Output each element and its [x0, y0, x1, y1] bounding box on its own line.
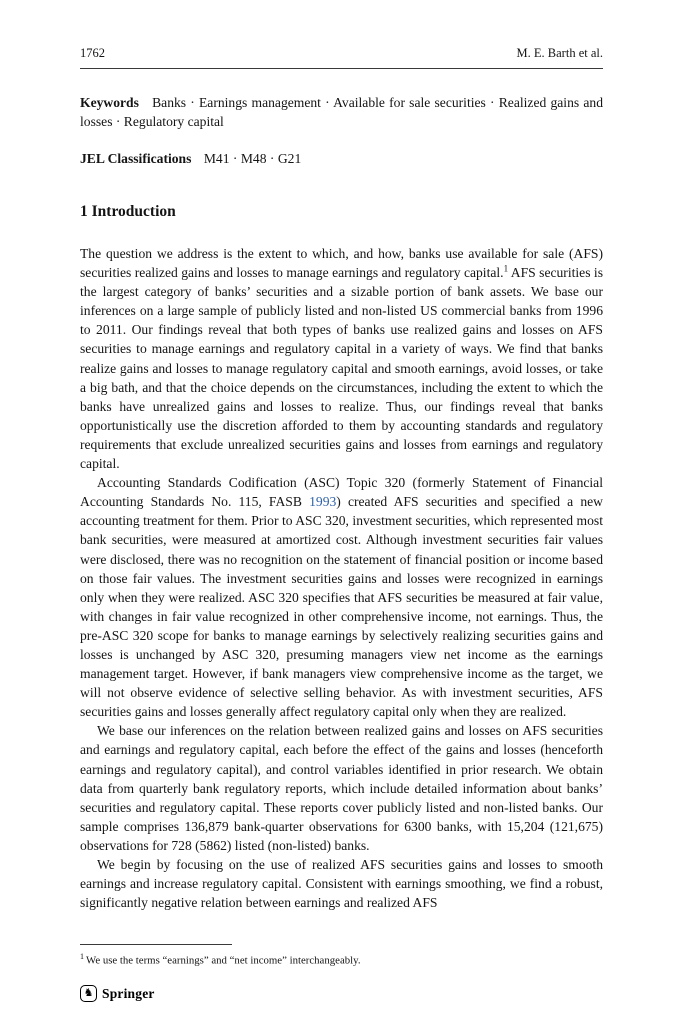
footnote-divider	[80, 944, 232, 945]
paragraph-text: Accounting Standards Codification (ASC) Topic 320 (formerly Statement of Financial Accounting Standards No. 115, FASB	[80, 475, 603, 510]
paragraph-text: AFS securities is the largest category of banks’ securities and a sizable portion of bank assets. We base our inferences on a large sample of publicly listed and non-listed US commercial banks from 1996 to 2011. Our findings reveal that both types of banks use realized gains and losses on AFS securities to manage earnings and regulatory capital in a variety of ways. We find that banks realize gains and losses to manage regulatory capital and smooth earnings, avoid losses, or take a big bath, and that the choice depends on the circumstances, including the extent to which the banks have unrealized gains and losses to realize. Thus, our findings reveal that banks opportunistically use the discretion afforded to them by accounting standards and regulatory requirements that exclude unrealized securities gains and losses from earnings and regulatory capital.	[80, 265, 603, 472]
page-header	[80, 46, 603, 69]
paragraph-text: We base our inferences on the relation between realized gains and losses on AFS securities and earnings and regulatory capital, each before the effect of the gains and losses (henceforth earnings and regulatory capital), and control variables identified in prior research. We obtain data from quarterly bank regulatory reports, which include detailed information about banks’ securities and regulatory capital. These reports cover publicly listed and non-listed banks. Our sample comprises 136,879 bank-quarter observations for 6300 banks, with 15,204 (121,675) observations for 728 (5862) listed (non-listed) banks.	[80, 723, 603, 853]
footnote-marker: 1	[80, 952, 84, 961]
publisher-logo	[80, 985, 155, 1002]
page-number: 1762	[80, 46, 105, 60]
paragraph-text: We begin by focusing on the use of realized AFS securities gains and losses to smooth earnings and increase regulatory capital. Consistent with earnings smoothing, we find a robust, significantly negative relation between earnings and realized AFS	[80, 857, 603, 911]
footnote	[80, 950, 603, 968]
paragraph	[80, 855, 603, 912]
jel-text: M41 · M48 · G21	[203, 151, 302, 166]
paragraph-text: The question we address is the extent to which, and how, banks use available for sale (AFS) securities realized gains and losses to manage earnings and regulatory capital.	[80, 246, 603, 281]
footnote-marker-ref: 1	[503, 263, 509, 274]
footnote-area	[80, 944, 603, 968]
running-head: M. E. Barth et al.	[516, 46, 603, 60]
paragraphs	[80, 244, 603, 912]
springer-horse-icon: ♞	[80, 985, 97, 1002]
paragraph-text: ) created AFS securities and specified a new accounting treatment for them. Prior to ASC 320, investment securities, which represented most bank securities, were measured at amortized cost. Although investment securities fair values were disclosed, there was no recognition on the statement of financial position or income based on those fair values. The investment securities gains and losses were recognized in earnings only when they were realized. ASC 320 specifies that AFS securities be measured at fair value, with changes in fair value recognized in other comprehensive income, not earnings. Thus, the pre-ASC 320 scope for banks to manage earnings by selectively realizing securities gains and losses is unchanged by ASC 320, presuming managers view net income as the earnings management target. However, if bank managers view comprehensive income as the target, we will not observe evidence of selective selling behavior. As with investment securities, AFS securities gains and losses generally affect regulatory capital only when they are realized.	[80, 494, 603, 720]
footnote-text: We use the terms “earnings” and “net income” interchangeably.	[86, 954, 361, 967]
paragraph	[80, 721, 603, 855]
jel-block	[80, 149, 603, 168]
publisher-name: Springer	[102, 985, 155, 1001]
citation-link[interactable]: 1993	[309, 494, 337, 510]
section-heading: 1 Introduction	[80, 203, 176, 220]
paragraph	[80, 244, 603, 473]
jel-label: JEL Classifications	[80, 151, 192, 166]
paragraph	[80, 473, 603, 721]
keywords-label: Keywords	[80, 95, 139, 110]
keywords-block	[80, 93, 603, 131]
keywords-text: Banks · Earnings management · Available for sale securities · Realized gains and losses · Regulatory capital	[80, 95, 603, 129]
